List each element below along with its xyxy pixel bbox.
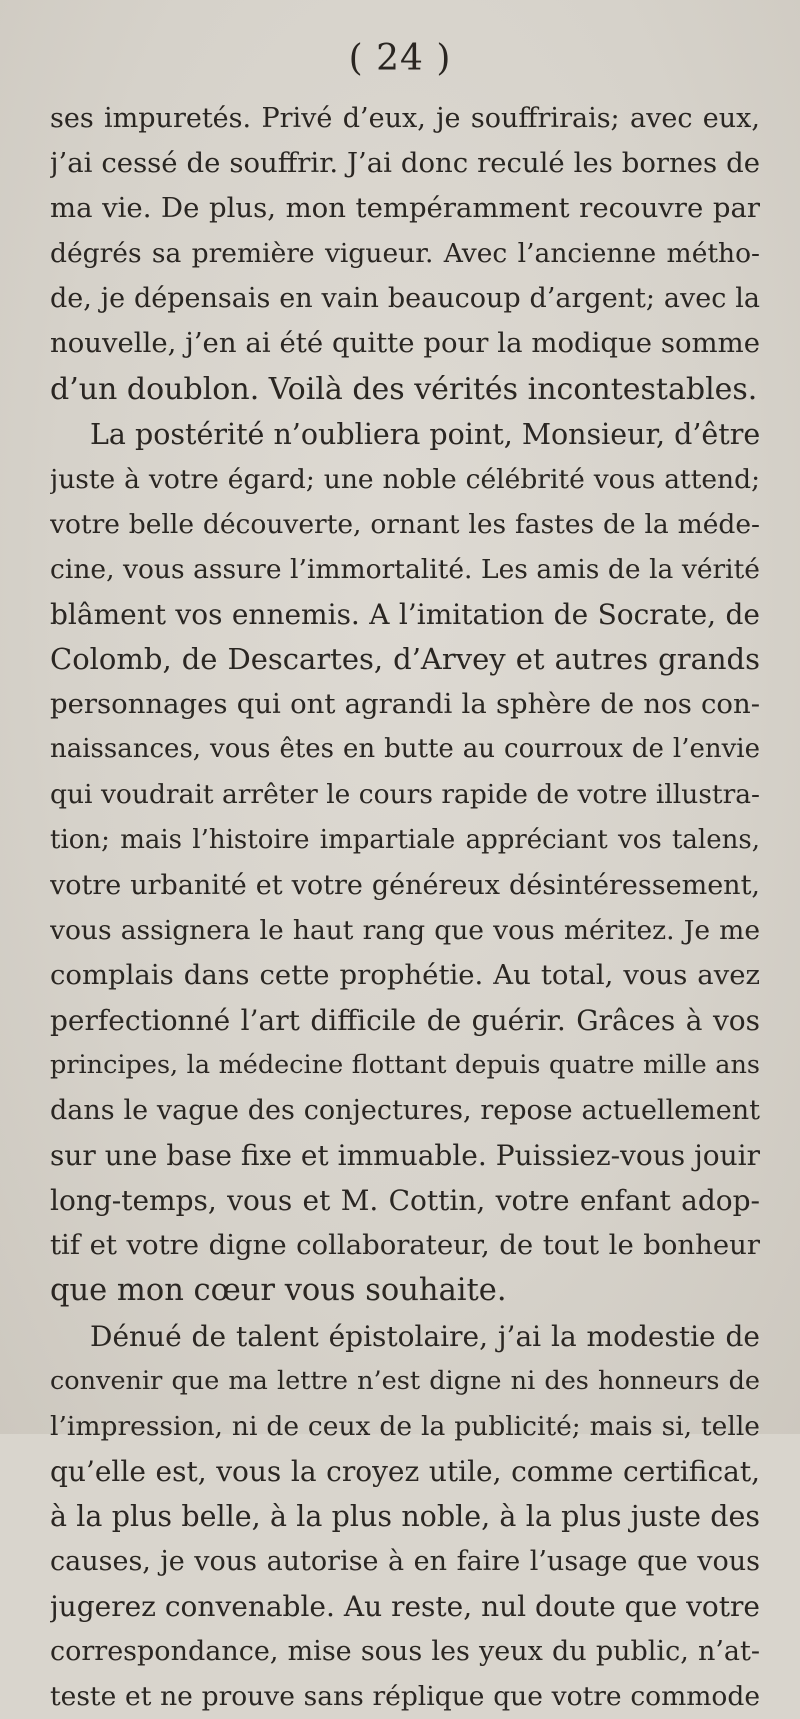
text-line: La postérité n’oubliera point, Monsieur, d’être [90,417,760,451]
text-line: dans le vague des conjectures, repose actuellement [50,1095,760,1127]
text-line: qui voudrait arrêter le cours rapide de votre illustra- [50,779,760,811]
text-line: de, je dépensais en vain beaucoup d’argent; avec la [50,283,760,315]
text-line: l’impression, ni de ceux de la publicité; mais si, telle [50,1410,760,1442]
text-line: ma vie. De plus, mon tempéramment recouvre par [50,192,760,225]
text-line: correspondance, mise sous les yeux du public, n’at- [50,1636,760,1668]
text-line: ses impuretés. Privé d’eux, je souffrirais; avec eux, [50,103,760,134]
text-line: tif et votre digne collaborateur, de tout le bonheur [50,1229,760,1262]
text-line: dégrés sa première vigueur. Avec l’ancienne métho- [50,238,760,270]
page-number: ( 24 ) [348,38,452,79]
text-line: d’un doublon. Voilà des vérités incontestables. [50,371,758,407]
text-line: vous assignera le haut rang que vous méritez. Je me [50,914,760,946]
text-line: votre belle découverte, ornant les fastes de la méde- [50,508,760,540]
text-line: votre urbanité et votre généreux désintéressement, [50,869,760,901]
text-line: sur une base fixe et immuable. Puissiez-vous jouir [50,1139,760,1173]
text-line: Dénué de talent épistolaire, j’ai la modestie de [90,1319,760,1353]
text-line: cine, vous assure l’immortalité. Les amis de la vérité [50,553,760,585]
text-line: que mon cœur vous souhaite. [50,1273,507,1309]
text-line: j’ai cessé de souffrir. J’ai donc reculé les bornes de [50,147,760,180]
text-line: complais dans cette prophétie. Au total, vous avez [50,958,760,991]
text-line: perfectionné l’art difficile de guérir. Grâces à vos [50,1003,760,1037]
text-line: naissances, vous êtes en butte au courroux de l’envie [50,734,760,765]
text-line: juste à votre égard; une noble célébrité vous attend; [50,463,760,495]
text-line: nouvelle, j’en ai été quitte pour la modique somme [50,327,760,360]
text-line: jugerez convenable. Au reste, nul doute que votre [50,1590,760,1624]
body-text [50,96,760,1719]
text-line: principes, la médecine flottant depuis quatre mille ans [50,1049,760,1080]
text-line: blâment vos ennemis. A l’imitation de Socrate, de [50,598,760,632]
text-line: à la plus belle, à la plus noble, à la plus juste des [50,1499,760,1533]
text-line: personnages qui ont agrandi la sphère de nos con- [50,688,760,721]
text-line: qu’elle est, vous la croyez utile, comme certificat, [50,1454,760,1488]
text-line: long-temps, vous et M. Cottin, votre enfant adop- [50,1184,760,1218]
text-line: teste et ne prouve sans réplique que votre commode [50,1681,760,1713]
text-line: tion; mais l’histoire impartiale appréciant vos talens, [50,824,760,855]
text-line: Colomb, de Descartes, d’Arvey et autres grands [50,642,760,677]
text-line: causes, je vous autorise à en faire l’usage que vous [50,1546,760,1577]
text-line: convenir que ma lettre n’est digne ni des honneurs de [50,1365,760,1396]
